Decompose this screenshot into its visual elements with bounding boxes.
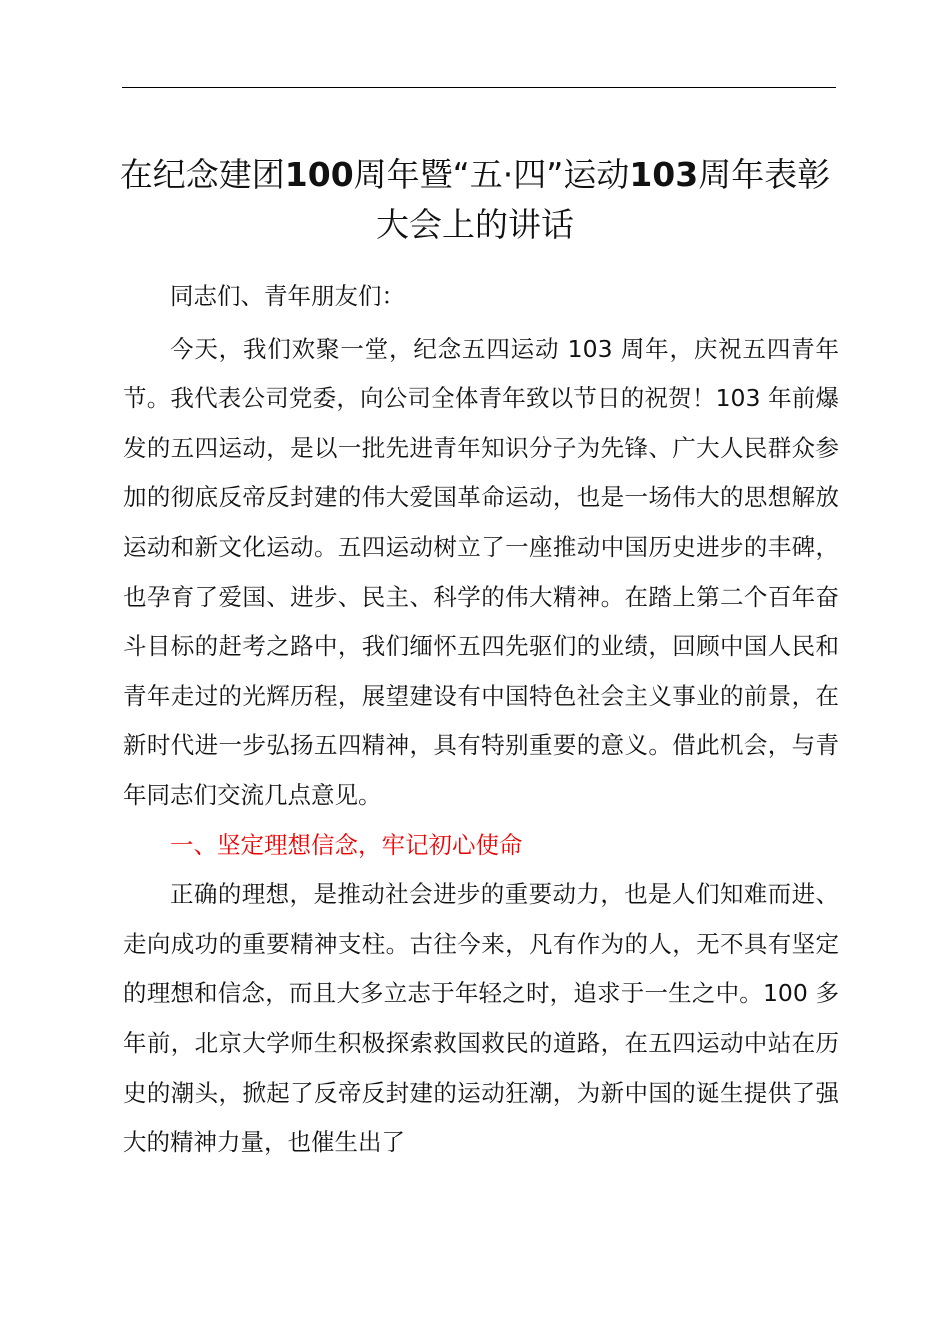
- title-part-2: 周年暨“五·四”运动: [353, 155, 630, 194]
- title-number-103: 103: [629, 155, 699, 194]
- title-part-3: 周年表彰大会上的讲话: [376, 155, 831, 244]
- document-title: [110, 150, 840, 250]
- document-body: [123, 272, 839, 1168]
- title-part-1: 在纪念建团: [119, 155, 285, 194]
- title-number-100: 100: [284, 155, 354, 194]
- intro-paragraph: 今天，我们欢聚一堂，纪念五四运动 103 周年，庆祝五四青年节。我代表公司党委，向公司全体青年致以节日的祝贺！103 年前爆发的五四运动，是以一批先进青年知识分子为先锋、广大人民群众参加的彻底反帝反封建的伟大爱国革命运动，也是一场伟大的思想解放运动和新文化运动。五四运动树立了一座推动中国历史进步的丰碑，也孕育了爱国、进步、民主、科学的伟大精神。在踏上第二个百年奋斗目标的赶考之路中，我们缅怀五四先驱们的业绩，回顾中国人民和青年走过的光辉历程，展望建设有中国特色社会主义事业的前景，在新时代进一步弘扬五四精神，具有特别重要的意义。借此机会，与青年同志们交流几点意见。: [123, 334, 839, 809]
- salutation: 同志们、青年朋友们：: [170, 282, 405, 310]
- section-paragraph: 正确的理想，是推动社会进步的重要动力，也是人们知难而进、走向成功的重要精神支柱。古往今来，凡有作为的人，无不具有坚定的理想和信念，而且大多立志于年轻之时，追求于一生之中。100 多年前，北京大学师生积极探索救国救民的道路，在五四运动中站在历史的潮头，掀起了反帝反封建的运动狂潮，为新中国的诞生提供了强大的精神力量，也催生出了: [123, 880, 839, 1157]
- header-rule: [122, 87, 836, 88]
- section-heading: 一、坚定理想信念，牢记初心使命: [170, 830, 523, 859]
